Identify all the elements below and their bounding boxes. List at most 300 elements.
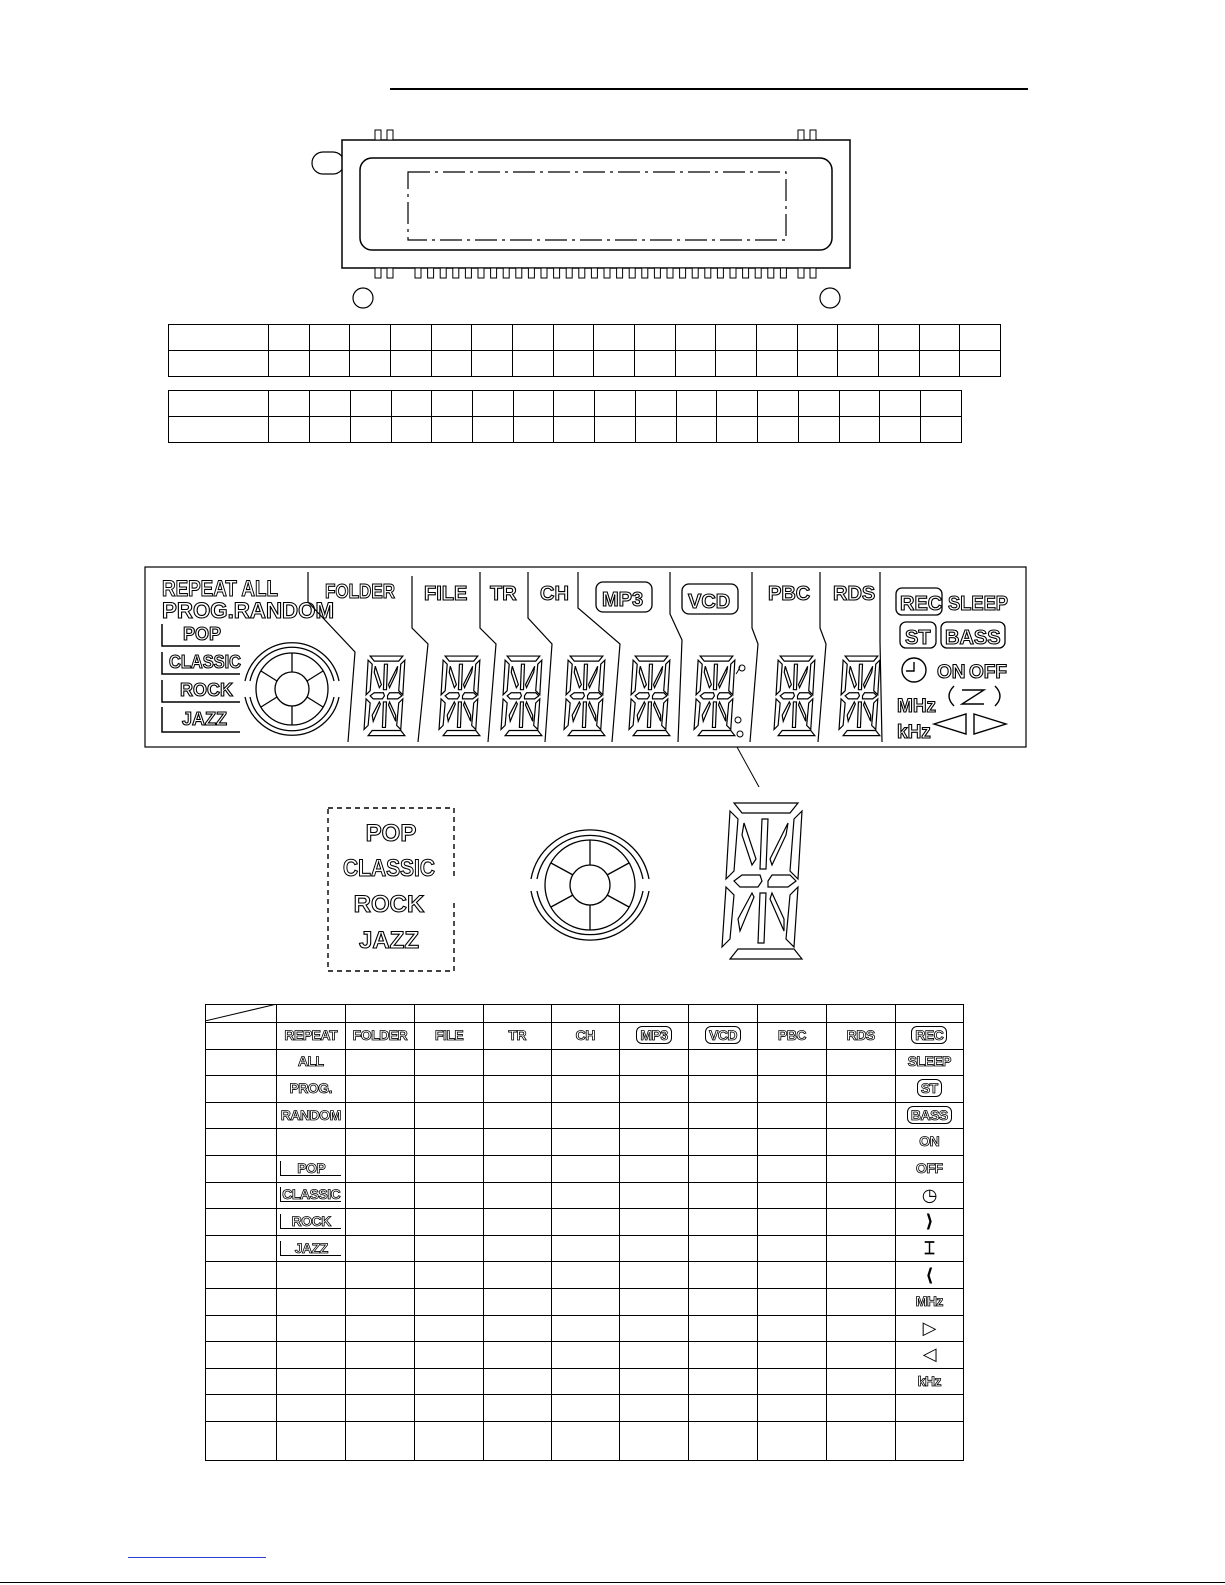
table-cell xyxy=(276,1421,345,1460)
label-st: ST xyxy=(905,627,931,649)
table-cell xyxy=(415,1262,484,1289)
label-repeat-all: REPEAT ALL xyxy=(162,576,278,601)
cell-label: POP xyxy=(280,1161,341,1176)
table-cell xyxy=(415,1155,484,1182)
pin-cell xyxy=(472,351,513,377)
table-cell xyxy=(758,1182,827,1209)
label-rec: REC xyxy=(900,593,943,615)
pin-cell xyxy=(169,391,269,417)
table-cell xyxy=(620,1023,689,1050)
title-rule xyxy=(390,88,1028,90)
table-cell xyxy=(484,1421,552,1460)
table-cell xyxy=(484,1262,552,1289)
table-cell xyxy=(206,1076,277,1103)
pin-cell xyxy=(716,325,757,351)
table-cell xyxy=(276,1005,345,1023)
pin-cell xyxy=(757,325,798,351)
table-cell xyxy=(620,1315,689,1342)
table-cell xyxy=(689,1182,758,1209)
pin-cell xyxy=(797,325,838,351)
table-cell xyxy=(758,1209,827,1236)
pin-cell xyxy=(513,325,554,351)
detail-genre-box xyxy=(325,805,460,975)
pin-cell xyxy=(310,417,351,443)
table-row xyxy=(206,1049,964,1076)
table-cell xyxy=(826,1182,895,1209)
pin-cell xyxy=(513,391,554,417)
table-cell xyxy=(551,1368,620,1395)
label-pop: POP xyxy=(183,624,222,644)
table-cell xyxy=(895,1076,963,1103)
table-cell xyxy=(345,1288,415,1315)
table-cell xyxy=(758,1421,827,1460)
pin-cell xyxy=(919,325,960,351)
table-cell xyxy=(758,1342,827,1369)
table-cell xyxy=(758,1129,827,1156)
label-mhz: MHz xyxy=(897,696,937,717)
table-cell xyxy=(758,1023,827,1050)
pin-cell xyxy=(269,391,310,417)
table-cell xyxy=(895,1129,963,1156)
table-cell xyxy=(206,1049,277,1076)
pin-table-2 xyxy=(168,390,962,443)
table-row xyxy=(206,1076,964,1103)
table-cell xyxy=(620,1182,689,1209)
pin-cell xyxy=(758,417,799,443)
segment-digit-icon xyxy=(722,803,802,959)
table-cell xyxy=(345,1235,415,1262)
table-cell xyxy=(689,1235,758,1262)
pin-cell xyxy=(431,325,472,351)
arc-left-icon: ⟨ xyxy=(925,1264,934,1285)
table-cell xyxy=(345,1395,415,1422)
table-cell xyxy=(345,1368,415,1395)
table-cell xyxy=(345,1342,415,1369)
pin-cell xyxy=(635,351,676,377)
pin-cell xyxy=(513,417,554,443)
pin-table-1 xyxy=(168,324,1001,377)
pin-cell xyxy=(594,325,635,351)
table-cell xyxy=(689,1023,758,1050)
cell-label: REC xyxy=(911,1026,947,1044)
table-cell xyxy=(276,1315,345,1342)
table-cell xyxy=(276,1076,345,1103)
table-cell xyxy=(826,1102,895,1129)
pin-cell xyxy=(838,351,879,377)
table-cell xyxy=(826,1368,895,1395)
pin-cell xyxy=(878,325,919,351)
table-cell xyxy=(620,1049,689,1076)
clock-icon: ◷ xyxy=(921,1184,937,1205)
table-row xyxy=(206,1129,964,1156)
table-cell xyxy=(826,1395,895,1422)
header-pbc: PBC xyxy=(768,583,811,605)
detail-pop: POP xyxy=(365,820,417,847)
pin-cell xyxy=(554,391,595,417)
table-cell xyxy=(758,1315,827,1342)
table-cell xyxy=(620,1421,689,1460)
table-cell xyxy=(415,1049,484,1076)
lcd-module-outline xyxy=(300,120,860,320)
pin-cell xyxy=(798,417,839,443)
pin-cell xyxy=(269,325,310,351)
table-cell xyxy=(415,1368,484,1395)
table-cell xyxy=(276,1049,345,1076)
table-cell xyxy=(895,1102,963,1129)
table-cell xyxy=(826,1235,895,1262)
pin-cell xyxy=(757,351,798,377)
pin-cell xyxy=(432,417,473,443)
pin-cell xyxy=(717,417,758,443)
table-row xyxy=(206,1005,964,1023)
pin-cell xyxy=(473,391,514,417)
table-cell xyxy=(484,1182,552,1209)
table-cell xyxy=(758,1076,827,1103)
table-cell xyxy=(895,1262,963,1289)
pin-cell xyxy=(758,391,799,417)
table-cell xyxy=(551,1005,620,1023)
table-cell xyxy=(689,1005,758,1023)
table-corner-diagonal xyxy=(205,1004,277,1021)
table-cell xyxy=(620,1155,689,1182)
segment-mapping-table xyxy=(205,1004,964,1461)
pin-cell xyxy=(595,417,636,443)
table-cell xyxy=(620,1102,689,1129)
table-cell xyxy=(895,1182,963,1209)
table-row xyxy=(206,1421,964,1460)
table-cell xyxy=(895,1288,963,1315)
table-cell xyxy=(826,1023,895,1050)
pin-cell xyxy=(472,325,513,351)
table-cell xyxy=(206,1102,277,1129)
table-row xyxy=(206,1342,964,1369)
table-cell xyxy=(345,1315,415,1342)
pin-cell xyxy=(797,351,838,377)
pin-cell xyxy=(880,391,921,417)
pin-cell xyxy=(554,417,595,443)
pin-cell xyxy=(635,325,676,351)
table-cell xyxy=(826,1421,895,1460)
display-panel xyxy=(140,562,1035,767)
pin-cell xyxy=(635,391,676,417)
cell-label: VCD xyxy=(705,1026,741,1044)
pin-cell xyxy=(553,351,594,377)
table-cell xyxy=(758,1102,827,1129)
table-cell xyxy=(206,1182,277,1209)
pin-cell xyxy=(594,351,635,377)
table-cell xyxy=(551,1235,620,1262)
label-prog-random: PROG.RANDOM xyxy=(162,598,334,623)
table-cell xyxy=(826,1262,895,1289)
table-cell xyxy=(826,1076,895,1103)
table-row xyxy=(206,1288,964,1315)
table-cell xyxy=(276,1155,345,1182)
table-cell xyxy=(620,1395,689,1422)
table-cell xyxy=(276,1209,345,1236)
table-row xyxy=(206,1182,964,1209)
table-cell xyxy=(895,1421,963,1460)
table-cell xyxy=(484,1315,552,1342)
table-row xyxy=(206,1368,964,1395)
table-cell xyxy=(206,1262,277,1289)
pin-cell xyxy=(391,417,432,443)
table-cell xyxy=(689,1315,758,1342)
cell-label: MP3 xyxy=(636,1026,671,1044)
pin-cell xyxy=(350,325,391,351)
table-cell xyxy=(206,1315,277,1342)
table-cell xyxy=(276,1023,345,1050)
table-cell xyxy=(276,1102,345,1129)
cell-label: JAZZ xyxy=(280,1241,341,1256)
detail-jazz: JAZZ xyxy=(359,927,419,954)
cell-label: TR xyxy=(508,1026,527,1043)
table-cell xyxy=(826,1005,895,1023)
pin-cell xyxy=(553,325,594,351)
table-cell xyxy=(895,1005,963,1023)
table-row xyxy=(206,1262,964,1289)
pin-cell xyxy=(635,417,676,443)
pin-cell xyxy=(960,351,1001,377)
table-cell xyxy=(895,1315,963,1342)
table-cell xyxy=(689,1262,758,1289)
table-cell xyxy=(484,1129,552,1156)
pin-cell xyxy=(350,391,391,417)
table-cell xyxy=(620,1288,689,1315)
table-cell xyxy=(484,1049,552,1076)
table-cell xyxy=(206,1421,277,1460)
table-cell xyxy=(826,1315,895,1342)
detail-disc-icon xyxy=(525,820,655,950)
table-cell xyxy=(206,1209,277,1236)
table-cell xyxy=(758,1155,827,1182)
table-cell xyxy=(689,1342,758,1369)
table-cell xyxy=(689,1395,758,1422)
table-cell xyxy=(276,1129,345,1156)
arrow-icon: ⌶ xyxy=(924,1238,935,1259)
table-cell xyxy=(484,1155,552,1182)
table-cell xyxy=(551,1023,620,1050)
play-left-icon: ◁ xyxy=(922,1344,936,1365)
table-cell xyxy=(689,1102,758,1129)
table-row xyxy=(206,1395,964,1422)
header-vcd: VCD xyxy=(688,591,731,613)
table-cell xyxy=(484,1209,552,1236)
table-cell xyxy=(276,1342,345,1369)
table-cell xyxy=(895,1155,963,1182)
table-cell xyxy=(689,1049,758,1076)
table-cell xyxy=(826,1209,895,1236)
label-bass: BASS xyxy=(945,627,1001,649)
label-sleep: SLEEP xyxy=(948,593,1008,615)
table-row xyxy=(206,1235,964,1262)
pin-cell xyxy=(921,417,962,443)
pin-cell xyxy=(473,417,514,443)
cell-label: RDS xyxy=(846,1026,875,1043)
detail-segment-digit-icon xyxy=(710,795,820,965)
table-cell xyxy=(551,1209,620,1236)
table-cell xyxy=(345,1421,415,1460)
pin-cell xyxy=(878,351,919,377)
table-cell xyxy=(826,1342,895,1369)
table-cell xyxy=(758,1235,827,1262)
table-cell xyxy=(689,1421,758,1460)
table-cell xyxy=(206,1288,277,1315)
table-cell xyxy=(895,1368,963,1395)
table-cell xyxy=(276,1182,345,1209)
table-cell xyxy=(551,1182,620,1209)
table-cell xyxy=(551,1342,620,1369)
table-cell xyxy=(345,1262,415,1289)
table-cell xyxy=(345,1129,415,1156)
detail-classic: CLASSIC xyxy=(343,855,435,882)
detail-rock: ROCK xyxy=(353,891,425,918)
table-cell xyxy=(758,1049,827,1076)
table-cell xyxy=(345,1049,415,1076)
header-rds: RDS xyxy=(833,583,876,605)
cell-label: OFF xyxy=(916,1159,943,1176)
table-cell xyxy=(620,1129,689,1156)
pin-cell xyxy=(676,391,717,417)
footer-rule xyxy=(0,1582,1225,1583)
cell-label: MHz xyxy=(915,1292,943,1309)
table-cell xyxy=(551,1288,620,1315)
table-cell xyxy=(689,1288,758,1315)
table-cell xyxy=(206,1235,277,1262)
label-jazz: JAZZ xyxy=(182,709,227,729)
table-cell xyxy=(689,1368,758,1395)
table-cell xyxy=(415,1421,484,1460)
pin-cell xyxy=(839,417,880,443)
pin-cell xyxy=(350,417,391,443)
pin-cell xyxy=(309,325,350,351)
cell-label: CLASSIC xyxy=(280,1187,341,1202)
table-cell xyxy=(551,1129,620,1156)
table-cell xyxy=(689,1076,758,1103)
table-cell xyxy=(620,1262,689,1289)
table-cell xyxy=(276,1395,345,1422)
table-row xyxy=(206,1023,964,1050)
table-cell xyxy=(415,1023,484,1050)
header-tr: TR xyxy=(490,583,517,605)
cell-label: CH xyxy=(575,1026,595,1043)
header-folder: FOLDER xyxy=(325,581,396,603)
pin-cell xyxy=(169,351,269,377)
table-cell xyxy=(415,1235,484,1262)
pin-cell xyxy=(919,351,960,377)
pin-cell xyxy=(391,351,432,377)
table-cell xyxy=(484,1395,552,1422)
table-cell xyxy=(415,1209,484,1236)
pin-cell xyxy=(595,391,636,417)
table-cell xyxy=(689,1209,758,1236)
table-cell xyxy=(484,1102,552,1129)
pin-cell xyxy=(391,325,432,351)
cell-label: FOLDER xyxy=(352,1026,408,1043)
table-cell xyxy=(758,1262,827,1289)
table-cell xyxy=(415,1315,484,1342)
table-cell xyxy=(620,1005,689,1023)
table-cell xyxy=(415,1395,484,1422)
table-cell xyxy=(551,1049,620,1076)
pin-cell xyxy=(309,351,350,377)
cell-label: FILE xyxy=(434,1026,464,1043)
table-cell xyxy=(345,1023,415,1050)
header-file: FILE xyxy=(424,583,468,605)
table-cell xyxy=(689,1129,758,1156)
pin-cell xyxy=(960,325,1001,351)
table-cell xyxy=(551,1315,620,1342)
pin-cell xyxy=(717,391,758,417)
cell-label: PROG. xyxy=(289,1079,333,1096)
pin-cell xyxy=(880,417,921,443)
table-cell xyxy=(415,1005,484,1023)
table-cell xyxy=(551,1395,620,1422)
cell-label: SLEEP xyxy=(907,1053,951,1070)
label-off: OFF xyxy=(969,662,1007,683)
table-cell xyxy=(484,1023,552,1050)
table-row xyxy=(206,1209,964,1236)
table-cell xyxy=(551,1421,620,1460)
table-cell xyxy=(620,1342,689,1369)
pin-cell xyxy=(676,417,717,443)
pin-cell xyxy=(675,351,716,377)
table-row xyxy=(206,1155,964,1182)
table-cell xyxy=(484,1288,552,1315)
table-cell xyxy=(484,1368,552,1395)
pin-cell xyxy=(839,391,880,417)
table-cell xyxy=(551,1155,620,1182)
cell-label: kHz xyxy=(917,1372,941,1389)
pin-cell xyxy=(310,391,351,417)
table-cell xyxy=(415,1129,484,1156)
footer-link-underline[interactable] xyxy=(128,1557,266,1558)
table-cell xyxy=(895,1395,963,1422)
arc-right-icon: ⟩ xyxy=(925,1211,934,1232)
table-cell xyxy=(276,1288,345,1315)
table-row xyxy=(206,1315,964,1342)
table-cell xyxy=(415,1076,484,1103)
cell-label: RANDOM xyxy=(280,1106,341,1123)
table-cell xyxy=(758,1368,827,1395)
pin-cell xyxy=(838,325,879,351)
pin-cell xyxy=(432,391,473,417)
play-right-icon: ▷ xyxy=(922,1317,936,1338)
pin-cell xyxy=(716,351,757,377)
table-cell xyxy=(689,1155,758,1182)
table-cell xyxy=(206,1342,277,1369)
table-cell xyxy=(620,1076,689,1103)
pin-cell xyxy=(513,351,554,377)
table-cell xyxy=(895,1209,963,1236)
pin-cell xyxy=(169,325,269,351)
table-cell xyxy=(758,1288,827,1315)
pin-cell xyxy=(798,391,839,417)
pin-cell xyxy=(675,325,716,351)
table-cell xyxy=(276,1235,345,1262)
table-cell xyxy=(345,1005,415,1023)
cell-label: BASS xyxy=(907,1106,952,1124)
pin-cell xyxy=(269,417,310,443)
table-cell xyxy=(826,1155,895,1182)
table-cell xyxy=(826,1049,895,1076)
header-ch: CH xyxy=(540,583,569,605)
table-cell xyxy=(484,1076,552,1103)
table-cell xyxy=(276,1262,345,1289)
pin-cell xyxy=(391,391,432,417)
table-cell xyxy=(206,1368,277,1395)
table-cell xyxy=(276,1368,345,1395)
table-cell xyxy=(484,1005,552,1023)
